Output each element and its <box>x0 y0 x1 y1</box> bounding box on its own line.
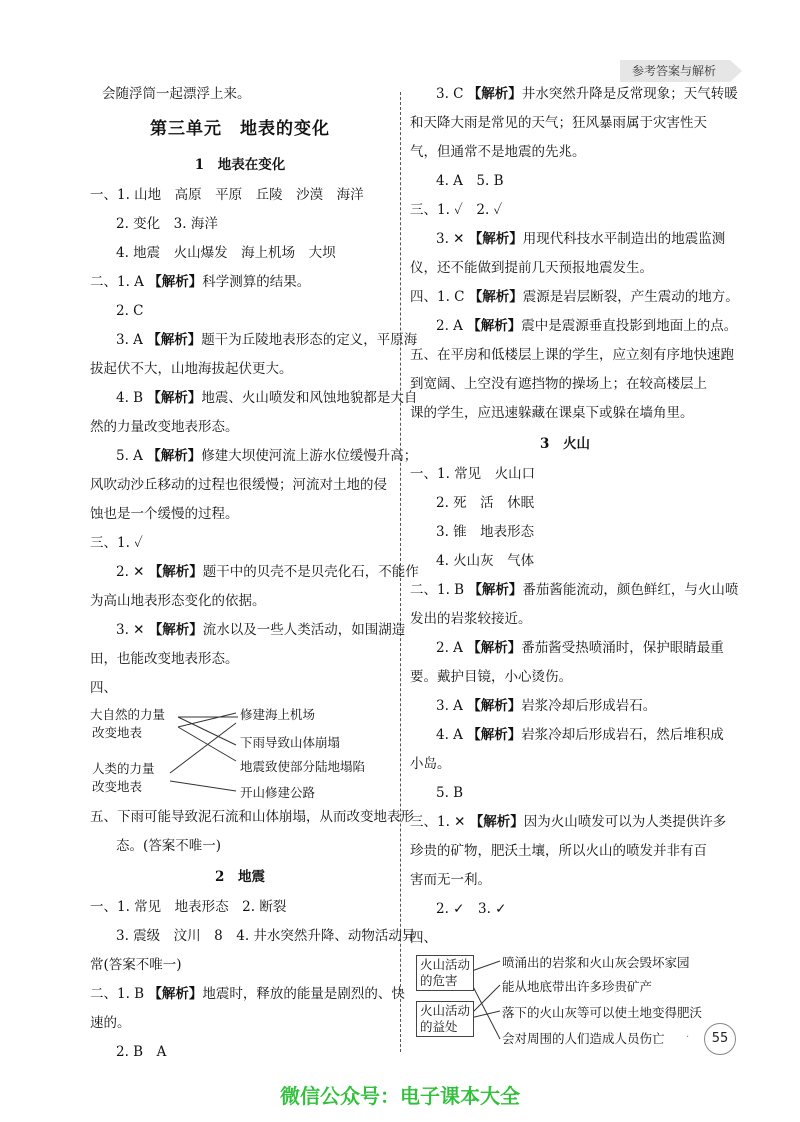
diagram-right-label: 地震致使部分陆地塌陷 <box>240 759 366 774</box>
answer-line: 四、 <box>410 930 437 946</box>
answer-line: 2. 变化 3. 海洋 <box>116 216 218 232</box>
answer-line: 小岛。 <box>410 756 451 772</box>
header-tab <box>606 60 730 82</box>
answer-line: 三、1. ✓ <box>90 535 143 551</box>
section-title: 1 地表在变化 <box>194 157 286 173</box>
answer-line: 发出的岩浆较接近。 <box>410 611 532 627</box>
answer-line: 为高山地表形态变化的依据。 <box>90 593 266 609</box>
diagram-right-label: 下雨导致山体崩塌 <box>240 735 341 750</box>
answer-line: 一、1. 常见 火山口 <box>410 466 536 482</box>
answer-line: 3. ✕ 【解析】流水以及一些人类活动，如围湖造 <box>116 622 406 638</box>
analysis-tag: 【解析】 <box>468 231 523 247</box>
answer-line: 害而无一利。 <box>410 872 491 888</box>
answer-line: 2. A 【解析】番茄酱受热喷涌时，保护眼睛最重 <box>436 640 724 656</box>
analysis-tag: 【解析】 <box>467 727 522 743</box>
answer-line: 蚀也是一个缓慢的过程。 <box>90 506 239 522</box>
answer-line: 拔起伏不大，山地海拔起伏更大。 <box>90 361 293 377</box>
answer-line: 3. A 【解析】题干为丘陵地表形态的定义，平原海 <box>116 332 418 348</box>
answer-line: 课的学生，应迅速躲藏在课桌下或躲在墙角里。 <box>410 405 694 421</box>
answer-line: 速的。 <box>90 1015 131 1031</box>
answer-line: 4. 地震 火山爆发 海上机场 大坝 <box>116 245 336 261</box>
diagram-left-label: 改变地表 <box>92 779 143 794</box>
diagram-left-label: 改变地表 <box>92 725 143 740</box>
answer-line: 态。(答案不唯一) <box>116 838 222 854</box>
analysis-tag: 【解析】 <box>469 814 524 830</box>
answer-line: 田，也能改变地表形态。 <box>90 651 239 667</box>
diagram-left-label: 人类的力量 <box>92 761 155 776</box>
analysis-tag: 【解析】 <box>148 986 203 1002</box>
answer-line: 风吹动沙丘移动的过程也很缓慢；河流对土地的侵 <box>90 477 387 493</box>
answer-line: 二、1. B 【解析】番茄酱能流动，颜色鲜红，与火山喷 <box>410 582 739 598</box>
matching-diagram <box>90 703 390 803</box>
diagram-right-label: 修建海上机场 <box>240 707 316 722</box>
answer-line: 2. ✓ 3. ✓ <box>436 901 507 917</box>
watermark: 微信公众号：电子课本大全 <box>280 1084 520 1108</box>
answer-line: 4. A 5. B <box>436 173 504 189</box>
analysis-tag: 【解析】 <box>147 448 202 464</box>
answer-line: 常(答案不唯一) <box>90 957 182 973</box>
answer-line: 一、1. 山地 高原 平原 丘陵 沙漠 海洋 <box>90 187 364 203</box>
section-title: 2 地震 <box>215 869 265 885</box>
diagram-left-label: 大自然的力量 <box>90 707 166 722</box>
answer-line: 四、 <box>90 680 117 696</box>
answer-line: 二、1. A 【解析】科学测算的结果。 <box>90 274 311 290</box>
answer-line: 4. 火山灰 气体 <box>436 553 535 569</box>
answer-line: 仪，还不能做到提前几天预报地震发生。 <box>410 260 653 276</box>
diagram-right-label: 能从地底带出许多珍贵矿产 <box>502 979 653 994</box>
analysis-tag: 【解析】 <box>467 640 522 656</box>
diagram-right-label: 喷涌出的岩浆和火山灰会毁坏家园 <box>502 955 690 970</box>
answer-line: 5. B <box>436 785 464 801</box>
answer-line: 3. 震级 汶川 8 4. 井水突然升降、动物活动异 <box>116 928 416 944</box>
answer-line: 3. C 【解析】井水突然升降是反常现象；天气转暖 <box>436 86 738 102</box>
answer-line: 三、1. ✕ 【解析】因为火山喷发可以为人类提供许多 <box>410 814 727 830</box>
section-title: 3 火山 <box>540 436 590 452</box>
answer-line: 2. A 【解析】震中是震源垂直投影到地面上的点。 <box>436 318 738 334</box>
answer-line: 2. ✕ 【解析】题干中的贝壳不是贝壳化石，不能作 <box>116 564 419 580</box>
answer-line: 气，但通常不是地震的先兆。 <box>410 144 586 160</box>
answer-line: 四、1. C 【解析】震源是岩层断裂，产生震动的地方。 <box>410 289 739 305</box>
volcano-matching-diagram <box>410 953 720 1049</box>
answer-line: 和天降大雨是常见的天气；狂风暴雨属于灾害性天 <box>410 115 707 131</box>
harm-box: 火山活动 的危害 <box>416 955 474 991</box>
answer-line: 5. A 【解析】修建大坝使河流上游水位缓慢升高； <box>116 448 418 464</box>
left-column <box>90 80 419 1067</box>
answer-line: 3. ✕ 【解析】用现代科技水平制造出的地震监测 <box>436 231 726 247</box>
diagram-right-label: 会对周围的人们造成人员伤亡 <box>502 1031 665 1046</box>
analysis-tag: 【解析】 <box>148 274 203 290</box>
answer-line: 珍贵的矿物，肥沃土壤，所以火山的喷发并非有百 <box>410 843 707 859</box>
answer-line: 五、下雨可能导致泥石流和山体崩塌，从而改变地表形 <box>90 809 414 825</box>
analysis-tag: 【解析】 <box>467 86 522 102</box>
decorative-dots: · <box>686 1032 692 1043</box>
unit-title: 第三单元 地表的变化 <box>150 119 330 139</box>
right-column <box>410 80 739 1049</box>
answer-line: 五、在平房和低楼层上课的学生，应立刻有序地快速跑 <box>410 347 734 363</box>
analysis-tag: 【解析】 <box>148 622 203 638</box>
analysis-tag: 【解析】 <box>147 390 202 406</box>
answer-line: 2. C <box>116 303 144 319</box>
answer-line: 3. 锥 地表形态 <box>436 524 535 540</box>
benefit-box: 火山活动 的益处 <box>416 1001 474 1037</box>
answer-line: 一、1. 常见 地表形态 2. 断裂 <box>90 899 287 915</box>
analysis-tag: 【解析】 <box>468 582 523 598</box>
answer-line: 到宽阔、上空没有遮挡物的操场上；在较高楼层上 <box>410 376 707 392</box>
answer-line: 要。戴护目镜，小心烫伤。 <box>410 669 572 685</box>
diagram-right-label: 落下的火山灰等可以使土地变得肥沃 <box>502 1005 703 1020</box>
diagram-right-label: 开山修建公路 <box>240 785 316 800</box>
answer-line: 三、1. ✓ 2. ✓ <box>410 202 503 218</box>
answer-line: 4. B 【解析】地震、火山喷发和风蚀地貌都是大自 <box>116 390 418 406</box>
analysis-tag: 【解析】 <box>147 332 202 348</box>
analysis-tag: 【解析】 <box>148 564 203 580</box>
text-line: 会随浮筒一起漂浮上来。 <box>102 86 251 102</box>
page-number: 55 <box>704 1023 736 1055</box>
header-tab-label: 参考答案与解析 <box>631 64 716 78</box>
answer-line: 2. B A <box>116 1044 167 1060</box>
answer-line: 3. A 【解析】岩浆冷却后形成岩石。 <box>436 698 657 714</box>
answer-line: 然的力量改变地表形态。 <box>90 419 239 435</box>
answer-line: 二、1. B 【解析】地震时，释放的能量是剧烈的、快 <box>90 986 405 1002</box>
analysis-tag: 【解析】 <box>467 318 522 334</box>
analysis-tag: 【解析】 <box>467 698 522 714</box>
answer-line: 4. A 【解析】岩浆冷却后形成岩石，然后堆积成 <box>436 727 724 743</box>
answer-line: 2. 死 活 休眠 <box>436 495 535 511</box>
analysis-tag: 【解析】 <box>468 289 523 305</box>
